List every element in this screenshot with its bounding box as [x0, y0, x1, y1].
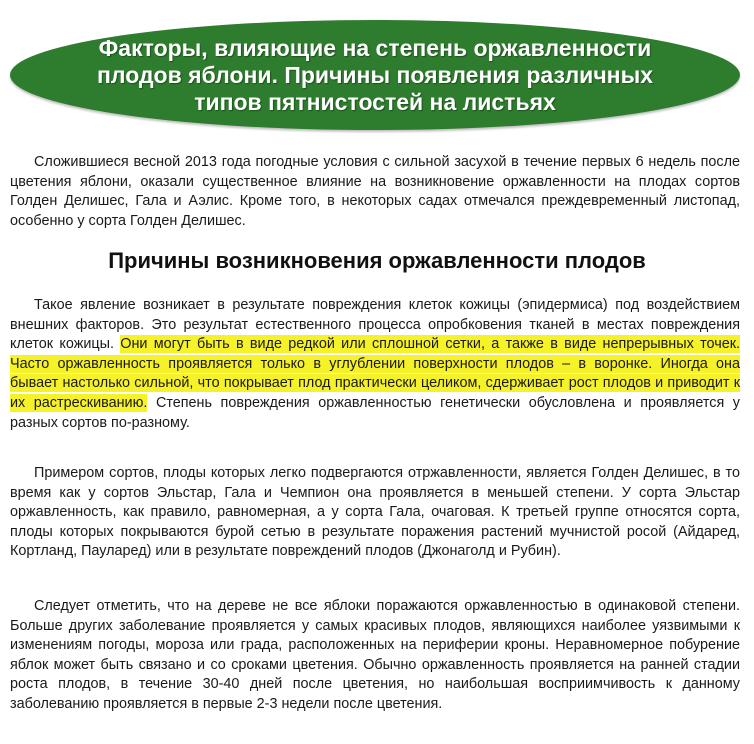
intro-text: Сложившиеся весной 2013 года погодные условия с сильной засухой в течение первых 6 недель после цветения яблони, оказали существенное влияние на возникновение оржавленности на плодах сортов Голден Делишес, Гала и Аэлис. Кроме того, в некоторых садах отмечался преждевременный листопад, особенно у сорта Голден Делишес.: [10, 154, 740, 229]
highlighted-text: Они могут быть в виде редкой или сплошной сетки, а также в виде непрерывных точек. Часто оржавленность проявляется только в углублении поверхности плодов – в воронке. Иногда она бывает настолько сильной, что покрывает плод практически целиком, сдерживает рост плодов и приводит к их растрескиванию.: [10, 336, 740, 411]
causes-text-before: Такое явление возникает в результате повреждения клеток кожицы (эпидермиса) под воздействием внешних факторов. Это результат естественного процесса опробковения тканей в местах повреждения клеток кожицы.: [10, 297, 740, 353]
varieties-text: Примером сортов, плоды которых легко подвергаются отржавленности, является Голден Делишес, в то время как у сортов Эльстар, Гала и Чемпион она проявляется в меньшей степени. У сорта Эльстар оржавленность, как правило, равномерная, а у сорта Гала, очаговая. К третьей группе относятся сорта, плоды которых покрываются бурой сетью в результате поражения растений мучнистой росой (Айдаред, Кортланд, Пауларед) или в результате повреждений плодов (Джонаголд и Рубин).: [10, 465, 740, 560]
varieties-paragraph: [10, 464, 740, 562]
intro-paragraph: [10, 153, 740, 231]
page-title: Факторы, влияющие на степень оржавленности плодов яблони. Причины появления различных типов пятнистостей на листьях: [97, 34, 653, 115]
note-text: Следует отметить, что на дереве не все яблоки поражаются оржавленностью в одинаковой степени. Больше других заболевание проявляется у самых красивых плодов, являющихся наиболее уязвимыми к изменениям погоды, мороза или града, расположенных на периферии кроны. Неравномерное побурение яблок может быть связано и со сроками цветения. Обычно оржавленность проявляется на ранней стадии роста плодов, в течение 30-40 дней после цветения, но наибольшая восприимчивость к данному заболеванию проявляется в первые 2-3 недели после цветения.: [10, 598, 740, 712]
causes-text-after: Степень повреждения оржавленностью генетически обусловлена и проявляется у разных сортов по-разному.: [10, 394, 741, 431]
note-paragraph: [10, 597, 740, 715]
causes-paragraph: [10, 296, 740, 433]
section-heading: Причины возникновения оржавленности плодов: [108, 248, 646, 273]
title-banner: [10, 20, 740, 130]
